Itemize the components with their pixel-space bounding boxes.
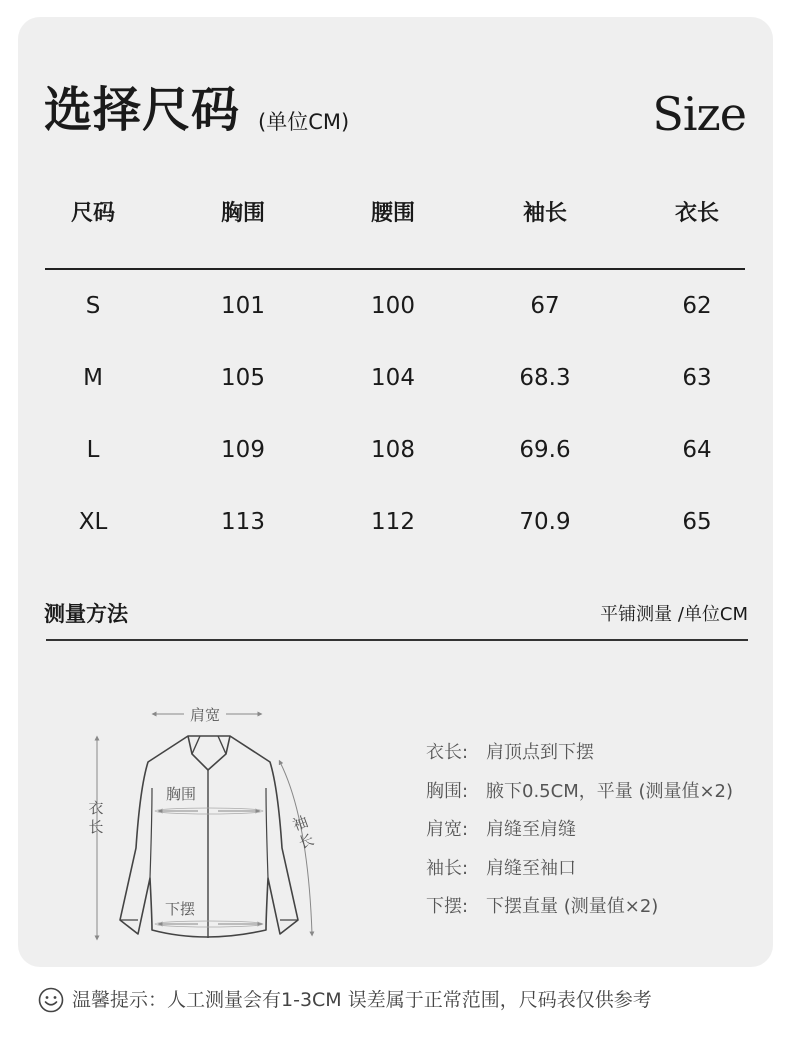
table-row bbox=[0, 502, 790, 542]
shirt-collar bbox=[188, 736, 230, 770]
table-cell: 108 bbox=[371, 437, 415, 463]
note-item: 下摆: 下摆直量 (测量值×2) bbox=[426, 896, 659, 917]
table-divider bbox=[45, 268, 745, 270]
smiley-icon bbox=[38, 987, 64, 1013]
column-header: 尺码 bbox=[70, 201, 115, 226]
sleeve-label-1: 袖 bbox=[290, 812, 311, 835]
hem-label: 下摆 bbox=[164, 900, 196, 918]
table-cell: 65 bbox=[682, 509, 712, 535]
table-cell: M bbox=[83, 365, 103, 391]
table-cell: 105 bbox=[221, 365, 265, 391]
measure-method-label: 平铺测量 /单位CM bbox=[600, 604, 748, 625]
note-item: 袖长: 肩缝至袖口 bbox=[426, 857, 576, 879]
table-cell: XL bbox=[78, 509, 108, 535]
table-cell: 112 bbox=[371, 509, 415, 535]
note-item: 衣长: 肩顶点到下摆 bbox=[426, 742, 594, 763]
column-header: 胸围 bbox=[220, 201, 265, 226]
length-label-2: 长 bbox=[88, 818, 104, 836]
title-unit: (单位CM) bbox=[258, 110, 350, 134]
tip-text: 温馨提示：人工测量会有1-3CM 误差属于正常范围，尺码表仅供参考 bbox=[72, 989, 652, 1011]
table-cell: 64 bbox=[682, 437, 712, 463]
warm-tip bbox=[38, 985, 652, 1015]
size-wordmark: Size bbox=[652, 87, 746, 141]
sleeve-label-2: 长 bbox=[296, 830, 317, 853]
table-cell: 69.6 bbox=[519, 437, 571, 463]
measurement-notes bbox=[426, 734, 733, 927]
page-title: 选择尺码 bbox=[44, 82, 241, 138]
note-item: 胸围: 腋下0.5CM，平量 (测量值×2) bbox=[426, 780, 734, 802]
chest-label: 胸围 bbox=[165, 785, 197, 803]
table-cell: L bbox=[86, 437, 100, 463]
table-cell: 109 bbox=[221, 437, 265, 463]
table-cell: 67 bbox=[530, 293, 560, 319]
measure-section-title: 测量方法 bbox=[44, 602, 128, 626]
table-cell: 100 bbox=[371, 293, 415, 319]
note-item: 肩宽: 肩缝至肩缝 bbox=[426, 819, 576, 840]
table-cell: 62 bbox=[682, 293, 712, 319]
shirt-outline bbox=[120, 736, 298, 937]
table-header-row bbox=[0, 194, 790, 234]
table-cell: 68.3 bbox=[519, 365, 571, 391]
table-cell: 113 bbox=[221, 509, 265, 535]
shoulder-label: 肩宽 bbox=[189, 706, 221, 724]
table-row bbox=[0, 286, 790, 326]
table-cell: 104 bbox=[371, 365, 415, 391]
section-divider bbox=[46, 639, 748, 641]
table-cell: 63 bbox=[682, 365, 712, 391]
column-header: 腰围 bbox=[370, 201, 415, 226]
table-row bbox=[0, 430, 790, 470]
table-cell: S bbox=[85, 293, 101, 319]
table-cell: 70.9 bbox=[519, 509, 571, 535]
shirt-diagram bbox=[80, 698, 340, 948]
length-label-1: 衣 bbox=[88, 799, 104, 817]
column-header: 袖长 bbox=[522, 201, 567, 226]
table-cell: 101 bbox=[221, 293, 265, 319]
column-header: 衣长 bbox=[674, 201, 719, 226]
table-row bbox=[0, 358, 790, 398]
